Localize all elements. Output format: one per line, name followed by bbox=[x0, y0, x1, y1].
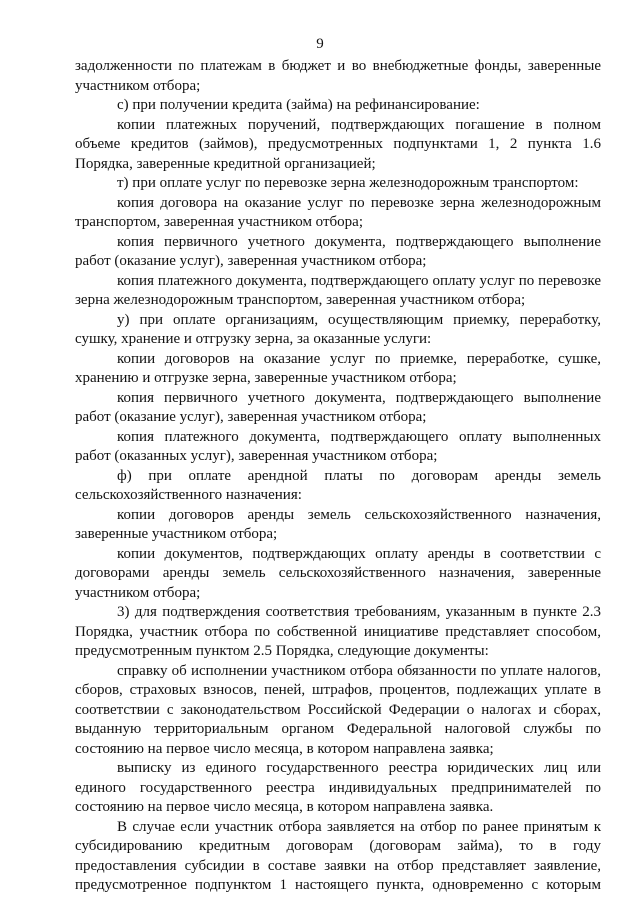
paragraph: с) при получении кредита (займа) на рефинансирование: bbox=[117, 97, 480, 113]
paragraph: задолженности по платежам в бюджет и во внебюджетные фонды, заверенные участником отбора; bbox=[75, 58, 601, 94]
paragraph: копии договоров на оказание услуг по приемке, переработке, сушке, хранению и отгрузке зерна, заверенные участником отбора; bbox=[75, 350, 601, 386]
paragraph: В случае если участник отбора заявляется на отбор по ранее принятым к субсидированию кредитным договорам (договорам займа), то в году предоставления субсидии в составе заявки на отбор представляет заявление, предусмотренное подпунктом 1 настоящего пункта, одновременно с которым bbox=[75, 818, 601, 893]
paragraph: справку об исполнении участником отбора обязанности по уплате налогов, сборов, страховых взносов, пеней, штрафов, процентов, подлежащих уплате в соответствии с законодательством Российской Федерации о налогах и сборах, выданную территориальным органом Федеральной налоговой службы по состоянию на первое число месяца, в котором направлена заявка; bbox=[75, 662, 601, 757]
paragraph: копия платежного документа, подтверждающего оплату выполненных работ (оказанных услуг), заверенная участником отбора; bbox=[75, 428, 601, 464]
paragraph: т) при оплате услуг по перевозке зерна железнодорожным транспортом: bbox=[117, 175, 579, 191]
paragraph: ф) при оплате арендной платы по договорам аренды земель сельскохозяйственного назначения: bbox=[75, 467, 601, 503]
paragraph: копия первичного учетного документа, подтверждающего выполнение работ (оказание услуг), заверенная участником отбора; bbox=[75, 389, 601, 425]
paragraph: копии платежных поручений, подтверждающих погашение в полном объеме кредитов (займов), предусмотренных подпунктами 1, 2 пункта 1.6 Порядка, заверенные кредитной организацией; bbox=[75, 116, 601, 172]
paragraph: копия платежного документа, подтверждающего оплату услуг по перевозке зерна железнодорожным транспортом, заверенная участником отбора; bbox=[75, 272, 601, 308]
page-number: 9 bbox=[316, 36, 324, 52]
document-body bbox=[75, 57, 601, 896]
paragraph: копия первичного учетного документа, подтверждающего выполнение работ (оказание услуг), заверенная участником отбора; bbox=[75, 233, 601, 269]
paragraph: 3) для подтверждения соответствия требованиям, указанным в пункте 2.3 Порядка, участник отбора по собственной инициативе представляет способом, предусмотренным пунктом 2.5 Порядка, следующие документы: bbox=[75, 604, 601, 659]
paragraph: копии договоров аренды земель сельскохозяйственного назначения, заверенные участником отбора; bbox=[75, 506, 601, 542]
paragraph: копии документов, подтверждающих оплату аренды в соответствии с договорами аренды земель сельскохозяйственного назначения, заверенные участником отбора; bbox=[75, 545, 601, 601]
paragraph: копия договора на оказание услуг по перевозке зерна железнодорожным транспортом, заверенная участником отбора; bbox=[75, 194, 601, 230]
paragraph: выписку из единого государственного реестра юридических лиц или единого государственного реестра индивидуальных предпринимателей по состоянию на первое число месяца, в котором направлена заявка. bbox=[75, 760, 601, 815]
paragraph: у) при оплате организациям, осуществляющим приемку, переработку, сушку, хранение и отгрузку зерна, за оказанные услуги: bbox=[75, 311, 601, 347]
